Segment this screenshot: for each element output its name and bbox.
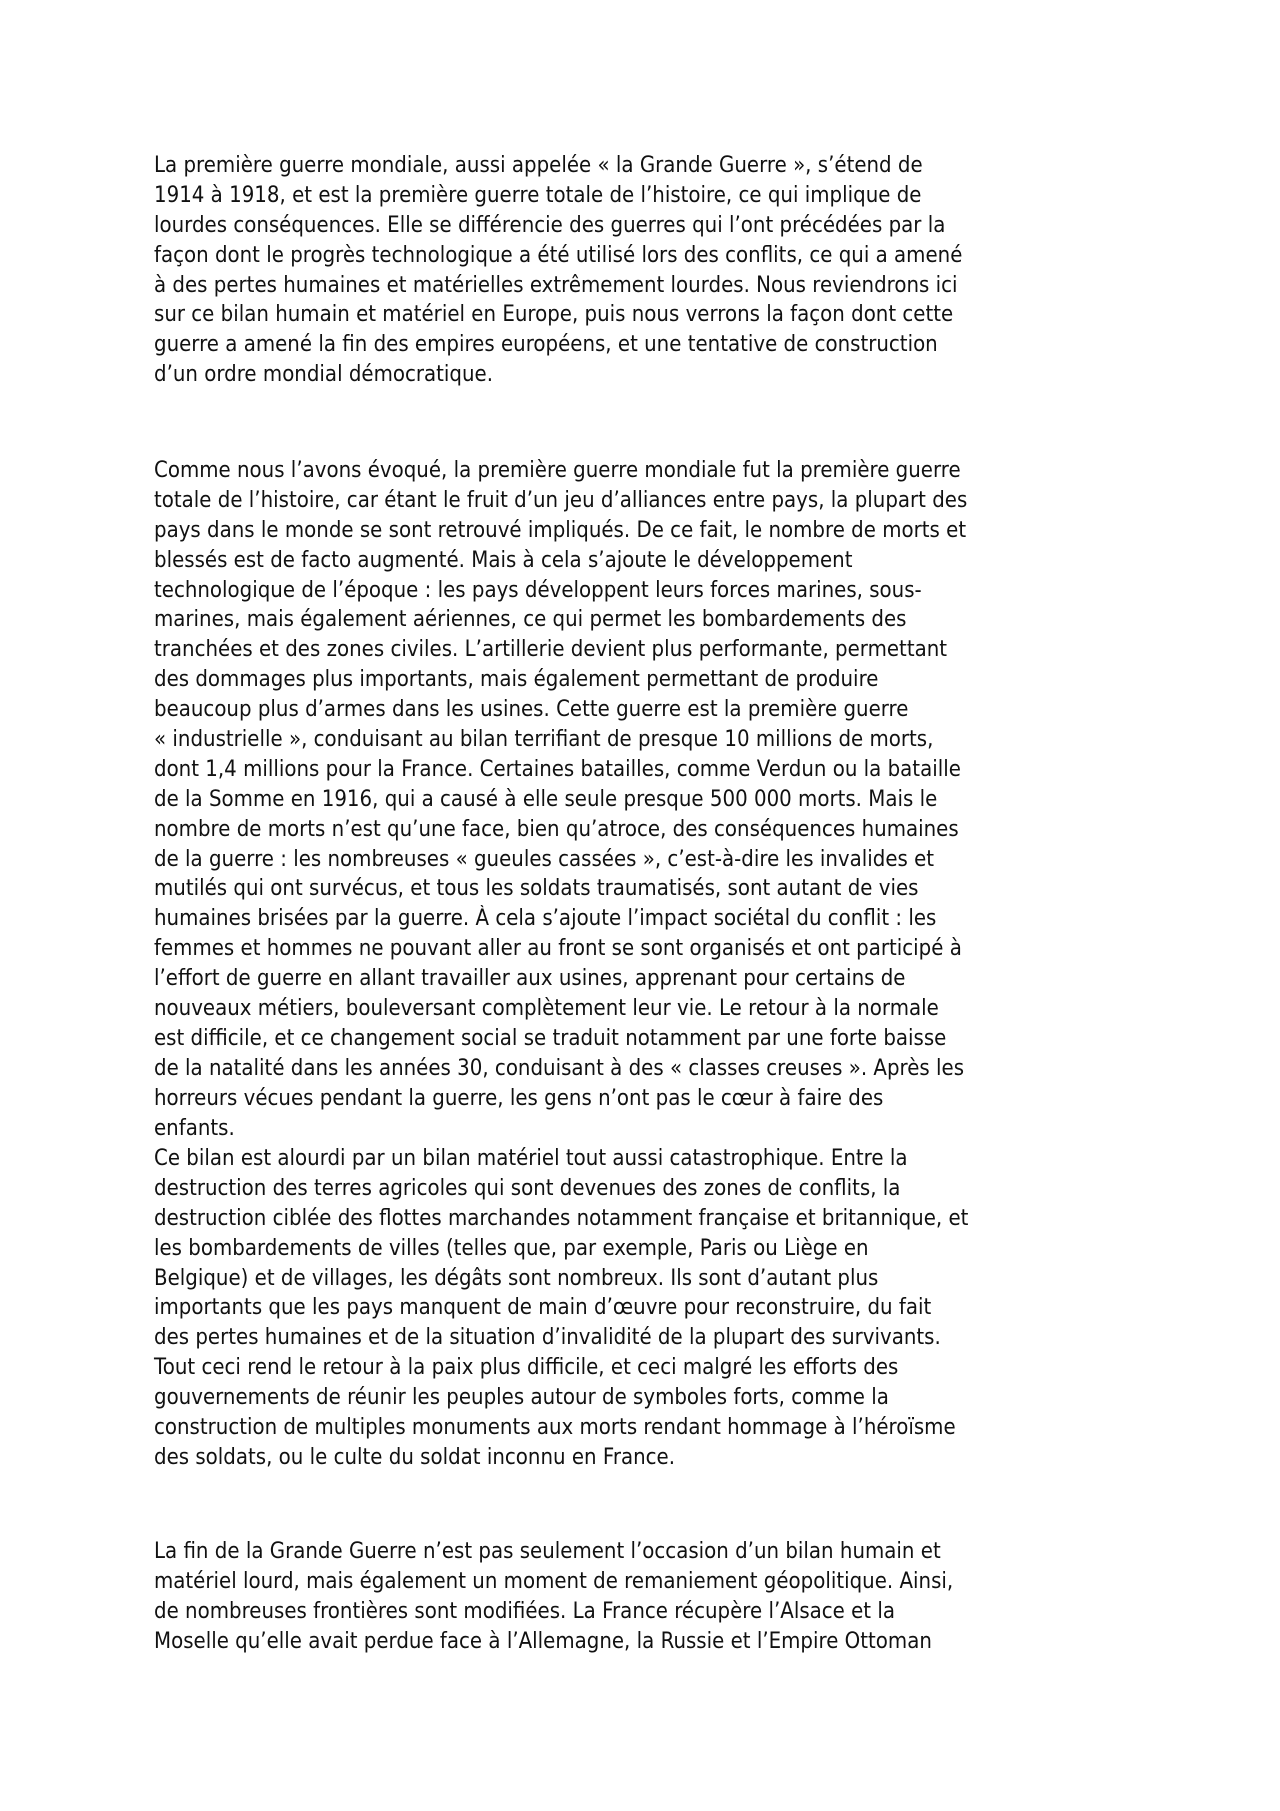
text-line: sur ce bilan humain et matériel en Europe, puis nous verrons la façon dont cette — [154, 302, 954, 328]
text-line: « industrielle », conduisant au bilan terrifiant de presque 10 millions de morts, — [154, 727, 934, 753]
text-line: enfants. — [154, 1115, 235, 1141]
text-line: pays dans le monde se sont retrouvé impliqués. De ce fait, le nombre de morts et — [154, 517, 967, 543]
text-line: gouvernements de réunir les peuples autour de symboles forts, comme la — [154, 1385, 889, 1411]
text-line: tranchées et des zones civiles. L’artillerie devient plus performante, permettant — [154, 637, 948, 663]
text-line: matériel lourd, mais également un moment de remaniement géopolitique. Ainsi, — [154, 1568, 954, 1594]
text-line: Ce bilan est alourdi par un bilan matériel tout aussi catastrophique. Entre la — [154, 1146, 908, 1171]
text-line: de la guerre : les nombreuses « gueules cassées », c’est-à-dire les invalides et — [154, 846, 935, 872]
text-line: Tout ceci rend le retour à la paix plus difficile, et ceci malgré les efforts des — [154, 1355, 899, 1381]
text-line: La fin de la Grande Guerre n’est pas seulement l’occasion d’un bilan humain et — [154, 1539, 941, 1564]
text-line: destruction ciblée des flottes marchandes notamment française et britannique, et — [154, 1205, 969, 1231]
text-line: mutilés qui ont survécus, et tous les soldats traumatisés, sont autant de vies — [154, 876, 919, 902]
paragraph-geopolitics — [154, 1537, 1154, 1657]
text-line: femmes et hommes ne pouvant aller au front se sont organisés et ont participé à — [154, 936, 962, 962]
text-line: Belgique) et de villages, les dégâts sont nombreux. Ils sont d’autant plus — [154, 1265, 879, 1291]
text-line: façon dont le progrès technologique a été utilisé lors des conflits, ce qui a amené — [154, 242, 963, 268]
text-line: lourdes conséquences. Elle se différencie des guerres qui l’ont précédées par la — [154, 212, 946, 238]
paragraph-material-toll — [154, 1144, 1154, 1473]
text-line: à des pertes humaines et matérielles extrêmement lourdes. Nous reviendrons ici — [154, 272, 958, 298]
text-line: de la Somme en 1916, qui a causé à elle seule presque 500 000 morts. Mais le — [154, 786, 938, 812]
text-line: importants que les pays manquent de main d’œuvre pour reconstruire, du fait — [154, 1295, 932, 1321]
text-line: dont 1,4 millions pour la France. Certaines batailles, comme Verdun ou la bataille — [154, 756, 961, 782]
text-line: technologique de l’époque : les pays développent leurs forces marines, sous- — [154, 577, 922, 603]
text-line: l’effort de guerre en allant travailler aux usines, apprenant pour certains de — [154, 966, 906, 992]
text-line: totale de l’histoire, car étant le fruit d’un jeu d’alliances entre pays, la plupart des — [154, 487, 968, 513]
text-line: humaines brisées par la guerre. À cela s’ajoute l’impact sociétal du conflit : les — [154, 906, 937, 932]
text-line: 1914 à 1918, et est la première guerre totale de l’histoire, ce qui implique de — [154, 182, 922, 208]
text-line: d’un ordre mondial démocratique. — [154, 362, 494, 388]
paragraph-human-toll — [154, 456, 1154, 1143]
text-line: marines, mais également aériennes, ce qui permet les bombardements des — [154, 607, 907, 633]
text-line: blessés est de facto augmenté. Mais à cela s’ajoute le développement — [154, 547, 853, 573]
text-line: construction de multiples monuments aux morts rendant hommage à l’héroïsme — [154, 1415, 956, 1441]
text-line: nombre de morts n’est qu’une face, bien qu’atroce, des conséquences humaines — [154, 816, 959, 842]
text-line: Comme nous l’avons évoqué, la première guerre mondiale fut la première guerre — [154, 458, 961, 483]
text-line: destruction des terres agricoles qui sont devenues des zones de conflits, la — [154, 1175, 901, 1201]
text-line: de nombreuses frontières sont modifiées. La France récupère l’Alsace et la — [154, 1598, 896, 1624]
text-line: des soldats, ou le culte du soldat inconnu en France. — [154, 1444, 676, 1470]
text-line: guerre a amené la fin des empires européens, et une tentative de construction — [154, 332, 938, 358]
text-line: La première guerre mondiale, aussi appelée « la Grande Guerre », s’étend de — [154, 153, 923, 178]
text-line: des dommages plus importants, mais également permettant de produire — [154, 667, 879, 693]
text-line: nouveaux métiers, bouleversant complètement leur vie. Le retour à la normale — [154, 996, 939, 1022]
text-line: beaucoup plus d’armes dans les usines. Cette guerre est la première guerre — [154, 697, 909, 723]
text-line: horreurs vécues pendant la guerre, les gens n’ont pas le cœur à faire des — [154, 1085, 884, 1111]
text-line: les bombardements de villes (telles que, par exemple, Paris ou Liège en — [154, 1235, 869, 1261]
paragraph-introduction — [154, 151, 1154, 390]
text-line: est difficile, et ce changement social se traduit notamment par une forte baisse — [154, 1025, 947, 1051]
text-line: de la natalité dans les années 30, conduisant à des « classes creuses ». Après les — [154, 1055, 965, 1081]
text-line: des pertes humaines et de la situation d’invalidité de la plupart des survivants. — [154, 1325, 941, 1351]
text-line: Moselle qu’elle avait perdue face à l’Allemagne, la Russie et l’Empire Ottoman — [154, 1628, 932, 1654]
